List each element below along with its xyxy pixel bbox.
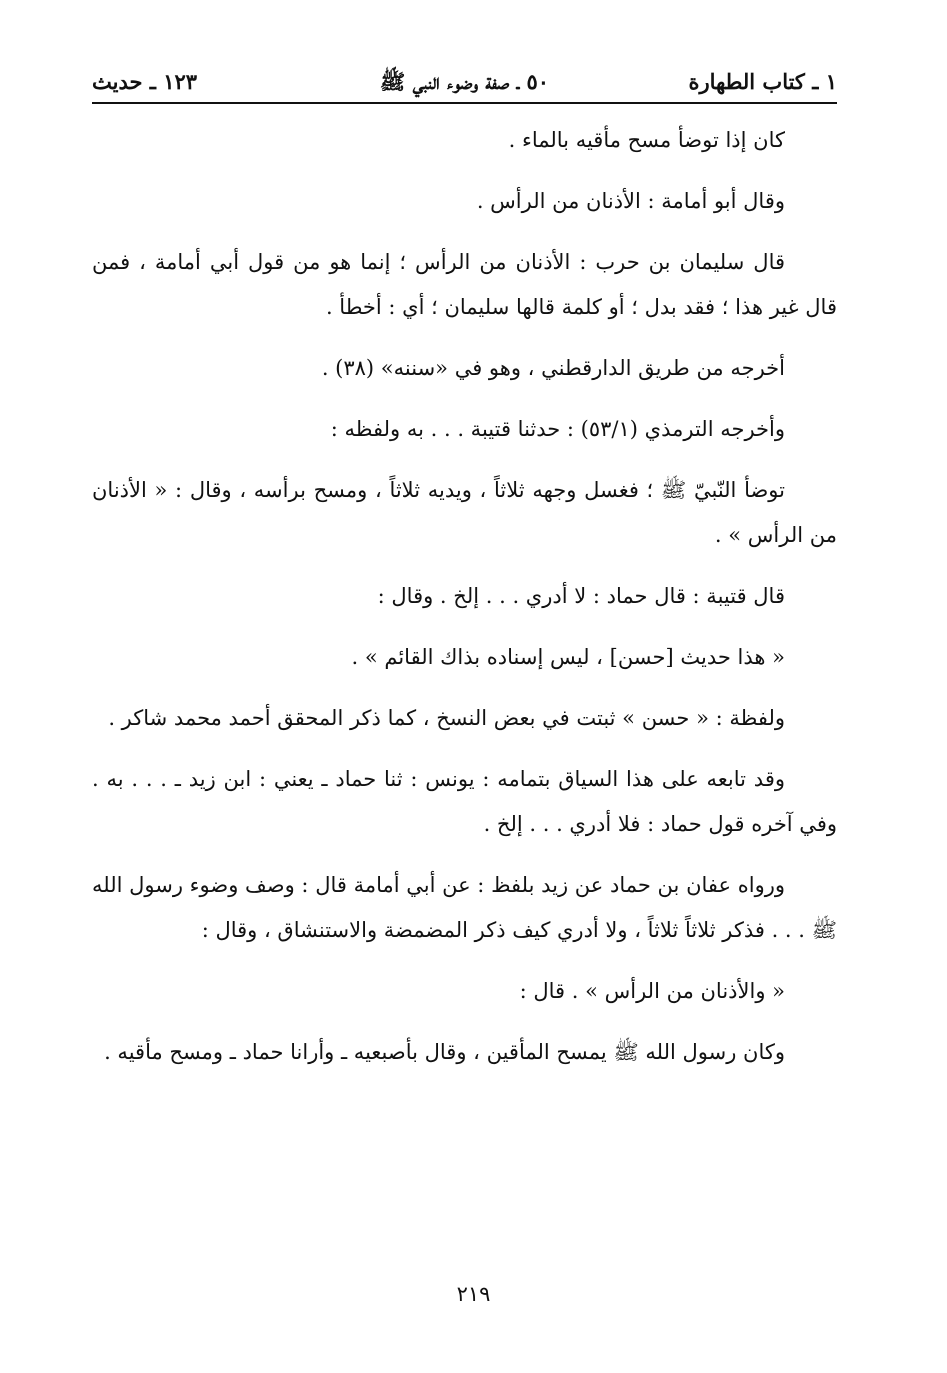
paragraph: ولفظة : « حسن » ثبتت في بعض النسخ ، كما ذكر المحقق أحمد محمد شاكر . [108, 706, 785, 730]
header-hadith-number: ١٢٣ ـ حديث [92, 69, 198, 94]
paragraph: قال قتيبة : قال حماد : لا أدري . . . إلخ . وقال : [377, 584, 785, 608]
body-text [92, 118, 837, 1075]
paragraph: وقد تابعه على هذا السياق بتمامه : يونس : ثنا حماد ـ يعني : ابن زيد ـ . . . به . وفي آخره قول حماد : فلا أدري . . . إلخ . [92, 767, 837, 836]
paragraph: أخرجه من طريق الدارقطني ، وهو في «سننه» (٣٨) . [321, 356, 785, 380]
paragraph: كان إذا توضأ مسح مأقيه بالماء . [508, 128, 785, 152]
header-book-title: ١ ـ كتاب الطهارة [688, 69, 837, 94]
paragraph: ورواه عفان بن حماد عن زيد بلفظ : عن أبي أمامة قال : وصف وضوء رسول الله ﷺ . . . فذكر ثلاثاً ثلاثاً ، ولا أدري كيف ذكر المضمضة والاستنشاق ، وقال : [92, 873, 837, 942]
paragraph: توضأ النّبيّ ﷺ ؛ فغسل وجهه ثلاثاً ، ويديه ثلاثاً ، ومسح برأسه ، وقال : « الأذنان من الرأس » . [92, 478, 837, 547]
paragraph: وقال أبو أمامة : الأذنان من الرأس . [476, 189, 785, 213]
header-chapter-title: ٥٠ ـ صفة وضوء النبي ﷺ [379, 69, 550, 94]
paragraph: قال سليمان بن حرب : الأذنان من الرأس ؛ إنما هو من قول أبي أمامة ، فمن قال غير هذا ؛ فقد بدل ؛ أو كلمة قالها سليمان ؛ أي : أخطأ . [92, 250, 837, 319]
page-number: ٢١٩ [456, 1282, 491, 1306]
paragraph: وكان رسول الله ﷺ يمسح المأقين ، وقال بأصبعيه ـ وأرانا حماد ـ ومسح مأقيه . [104, 1040, 785, 1064]
paragraph: وأخرجه الترمذي (٥٣/١) : حدثنا قتيبة . . . به ولفظه : [330, 417, 785, 441]
paragraph: « والأذنان من الرأس » . قال : [519, 979, 785, 1003]
running-header [92, 62, 837, 104]
paragraph: « هذا حديث [حسن] ، ليس إسناده بذاك القائم » . [351, 645, 785, 669]
